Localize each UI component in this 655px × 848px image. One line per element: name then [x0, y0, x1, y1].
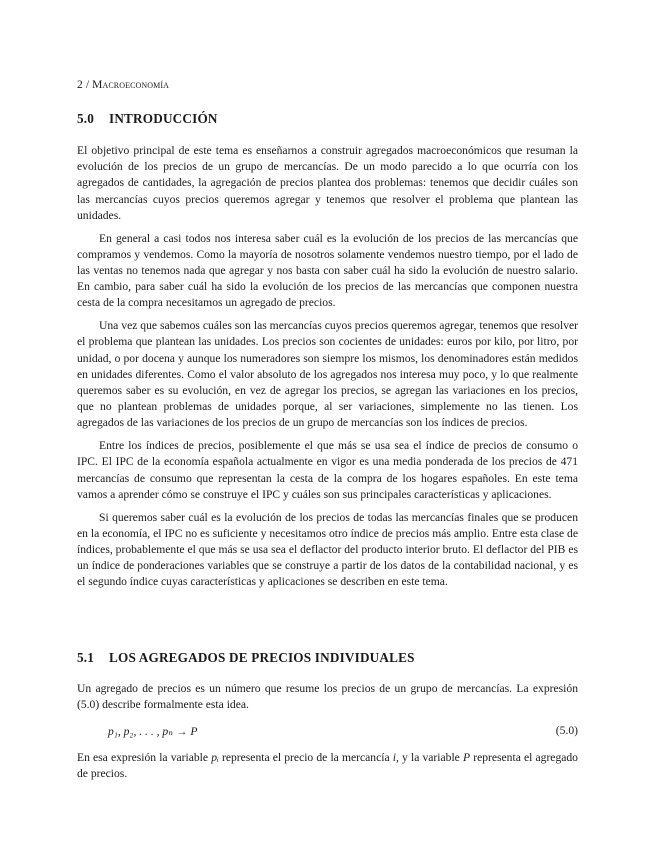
paragraph: Una vez que sabemos cuáles son las mercancías cuyos precios queremos agregar, tenemos que resolver el problema que plantean las unidades. Los precios son cocientes de unidades: euros por kilo, por litro, por unidad, o por docena y aunque los numeradores son siempre los mismos, los denominadores están medidos en unidades diferentes. Como el valor absoluto de los agregados nos interesa muy poco, y lo que realmente queremos saber es su evolución, en vez de agregar los precios, se agregan las variaciones en los precios, que no plantean problemas de unidades porque, al ser variaciones, simplemente no las tienen. Los agregados de las variaciones de los precios de un grupo de mercancías son los índices de precios.: [77, 319, 578, 430]
paragraph: El objetivo principal de este tema es enseñarnos a construir agregados macroeconómicos que resuman la evolución de los precios de un grupo de mercancías. De un modo parecido a lo que ocurría con los agregados de cantidades, la agregación de precios plantea dos problemas: tenemos que decidir cuáles son las mercancías cuyos precios queremos agregar y tenemos que resolver el problema que plantean las unidades.: [77, 144, 578, 222]
paragraph: Un agregado de precios es un número que resume los precios de un grupo de mercancías. La expresión (5.0) describe formalmente esta idea.: [77, 682, 578, 712]
page-number: 2: [77, 79, 83, 91]
paragraph: Entre los índices de precios, posiblemente el que más se usa sea el índice de precios de consumo o IPC. El IPC de la economía española actualmente en vigor es una media ponderada de los precios de 471 mercancías de consumo que representan la cesta de la compra de los hogares españoles. En este tema vamos a aprender cómo se construye el IPC y cuáles son sus principales características y aplicaciones.: [77, 439, 578, 501]
section-heading-5-1: [77, 650, 415, 666]
paragraph: En general a casi todos nos interesa saber cuál es la evolución de los precios de las mercancías que compramos y vendemos. Como la mayoría de nosotros solamente vendemos nuestro tiempo, por el lado de las ventas no tenemos nada que agregar y nos basta con saber cuál ha sido la evolución de nuestro salario. En cambio, para saber cuál ha sido la evolución de los precios de las mercancías que componen nuestra cesta de la compra necesitamos un agregado de precios.: [77, 231, 578, 310]
section-title: LOS AGREGADOS DE PRECIOS INDIVIDUALES: [109, 650, 415, 665]
math-variable: i: [392, 751, 396, 764]
equation-number: (5.0): [555, 724, 578, 737]
section-title: INTRODUCCIÓN: [109, 111, 218, 126]
math-variable: pᵢ: [211, 751, 219, 764]
text-run: , y la variable: [395, 751, 463, 764]
paragraph: Si queremos saber cuál es la evolución de los precios de todas las mercancías finales que se producen en la economía, el IPC no es suficiente y necesitamos otro índice de precios más amplio. Entre esta clase de índices, probablemente el que más se usa sea el deflactor del producto interior bruto. El deflactor del PIB es un índice de ponderaciones variables que se construye a partir de los datos de la contabilidad nacional, y es el segundo índice cuyas características y aplicaciones se describen en este tema.: [77, 510, 578, 589]
text-run: En esa expresión la variable: [77, 751, 212, 764]
section-5-1-body-continued: [77, 750, 578, 789]
text-run: representa el agregado de precios.: [77, 751, 578, 781]
intro-body: [77, 143, 578, 597]
paragraph: [77, 750, 578, 782]
header-separator: /: [85, 79, 90, 91]
section-number: 5.0: [77, 111, 95, 126]
equation-expression: p₁, p₂, . . . , pₙ → P: [108, 725, 198, 738]
section-5-1-body: [77, 681, 578, 720]
text-run: representa el precio de la mercancía: [218, 751, 393, 764]
section-heading-intro: [77, 111, 218, 127]
book-title: Macroeconomía: [92, 79, 169, 91]
math-variable: P: [462, 751, 471, 764]
equation-5-0: [77, 724, 578, 742]
section-number: 5.1: [77, 650, 95, 665]
running-header: [77, 79, 169, 91]
